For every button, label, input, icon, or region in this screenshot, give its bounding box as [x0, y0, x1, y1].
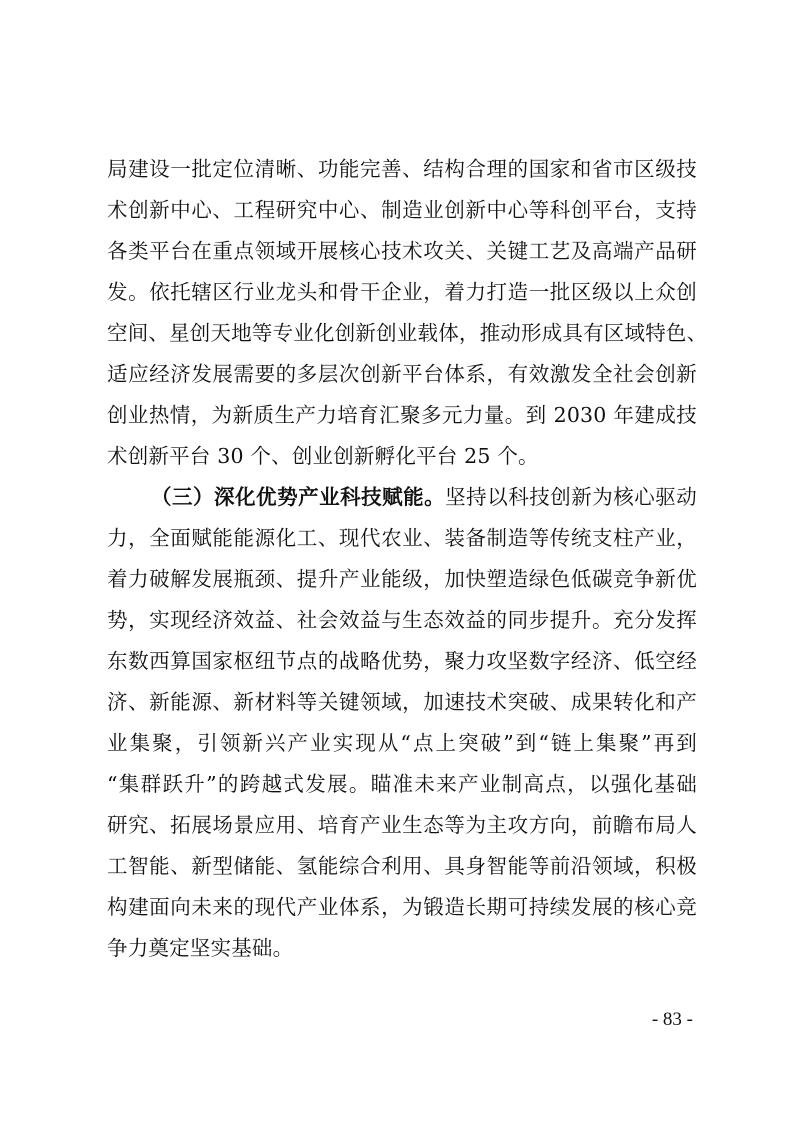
- paragraph-line: 术创新中心、工程研究中心、制造业创新中心等科创平台，支持: [107, 198, 697, 222]
- paragraph-line: 术创新平台 30 个、创业创新孵化平台 25 个。: [107, 444, 539, 468]
- document-body: [107, 151, 708, 971]
- paragraph-line: 业集聚，引领新兴产业实现从“点上突破”到“链上集聚”再到: [107, 731, 697, 755]
- paragraph-line: 发。依托辖区行业龙头和骨干企业，着力打造一批区级以上众创: [107, 280, 697, 304]
- paragraph-line: 争力奠定坚实基础。: [107, 936, 294, 960]
- paragraph-line: 济、新能源、新材料等关键领域，加速技术突破、成果转化和产: [107, 690, 697, 714]
- paragraph-line: 研究、拓展场景应用、培育产业生态等为主攻方向，前瞻布局人: [107, 813, 697, 837]
- paragraph-line: 势，实现经济效益、社会效益与生态效益的同步提升。充分发挥: [107, 608, 697, 632]
- paragraph-line: “集群跃升”的跨越式发展。瞄准未来产业制高点，以强化基础: [107, 772, 697, 796]
- section-first-line: [107, 479, 697, 520]
- section-first-line-text: 坚持以科技创新为核心驱动: [445, 485, 697, 509]
- paragraph-line: 着力破解发展瓶颈、提升产业能级，加快塑造绿色低碳竞争新优: [107, 567, 697, 591]
- paragraph-line: 力，全面赋能能源化工、现代农业、装备制造等传统支柱产业，: [107, 526, 697, 550]
- paragraph-line: 空间、星创天地等专业化创新创业载体，推动形成具有区域特色、: [107, 321, 708, 345]
- paragraph-line: 构建面向未来的现代产业体系，为锻造长期可持续发展的核心竞: [107, 895, 697, 919]
- paragraph-line: 东数西算国家枢纽节点的战略优势，聚力攻坚数字经济、低空经: [107, 649, 697, 673]
- paragraph-line: 工智能、新型储能、氢能综合利用、具身智能等前沿领域，积极: [107, 854, 697, 878]
- paragraph-line: 各类平台在重点领域开展核心技术攻关、关键工艺及高端产品研: [107, 239, 697, 263]
- paragraph-line: 创业热情，为新质生产力培育汇聚多元力量。到 2030 年建成技: [107, 403, 697, 427]
- paragraph-line: 适应经济发展需要的多层次创新平台体系，有效激发全社会创新: [107, 362, 697, 386]
- paragraph-line: 局建设一批定位清晰、功能完善、结构合理的国家和省市区级技: [107, 157, 697, 181]
- page-number: - 83 -: [651, 1009, 693, 1030]
- section-heading: （三）深化优势产业科技赋能。: [151, 485, 446, 509]
